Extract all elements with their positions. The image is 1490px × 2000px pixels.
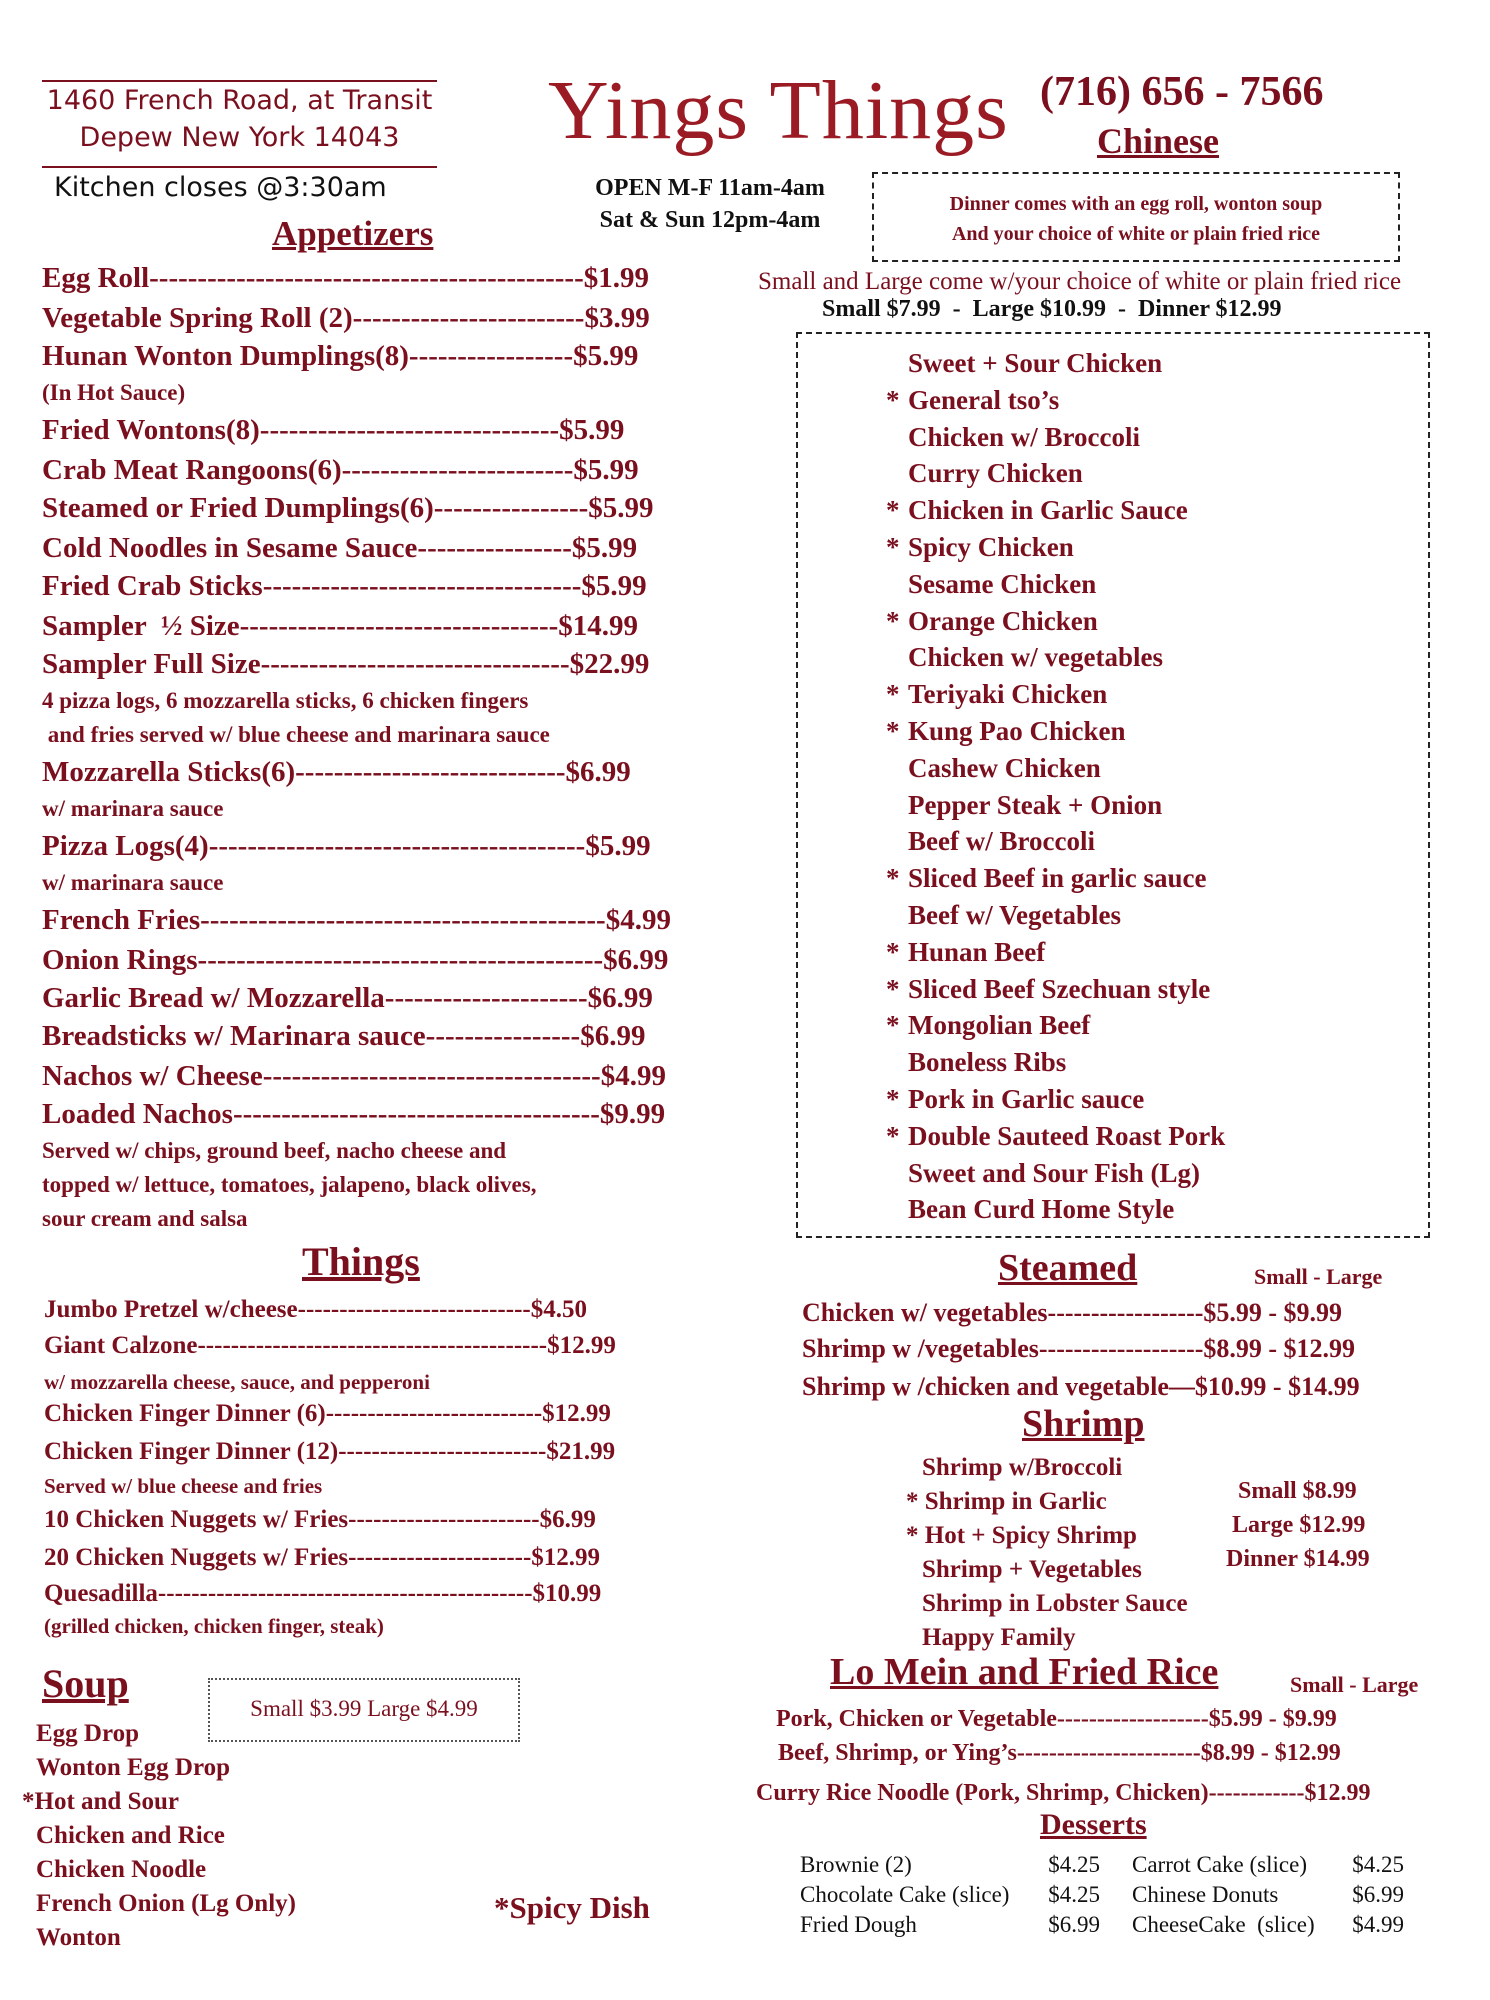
appetizer-note: w/ marinara sauce [42, 796, 224, 821]
appetizer-note: w/ marinara sauce [42, 870, 224, 895]
soup-price-box [208, 1678, 520, 1742]
dessert-name: Chinese Donuts [1132, 1882, 1279, 1907]
appetizer-item: Fried Wontons(8)-------------------------------$5.99 [42, 414, 625, 446]
dessert-price: $6.99 [1048, 1912, 1100, 1937]
entree-item: Kung Pao Chicken [908, 716, 1126, 746]
entree-item: Sweet + Sour Chicken [908, 348, 1163, 378]
shrimp-item: Shrimp w/Broccoli [922, 1454, 1123, 1481]
address-bottom-rule [42, 166, 437, 168]
appetizer-item: Fried Crab Sticks---------------------------------$5.99 [42, 570, 647, 602]
appetizer-item: Mozzarella Sticks(6)----------------------------$6.99 [42, 756, 631, 788]
entree-item: Pepper Steak + Onion [908, 789, 1163, 820]
dessert-name: Fried Dough [800, 1912, 917, 1937]
things-item: Giant Calzone------------------------------------------$12.99 [44, 1332, 616, 1359]
dinner-note-line-2: And your choice of white or plain fried rice [951, 223, 1321, 245]
spicy-star-icon: * [886, 532, 900, 562]
appetizer-item: Loaded Nachos--------------------------------------$9.99 [42, 1098, 666, 1130]
dessert-price: $4.25 [1352, 1852, 1404, 1877]
entree-item: Sesame Chicken [908, 568, 1097, 599]
appetizer-item: Vegetable Spring Roll (2)------------------------$3.99 [42, 302, 650, 334]
shrimp-item: Shrimp in Lobster Sauce [922, 1590, 1188, 1617]
appetizer-note: sour cream and salsa [42, 1206, 248, 1231]
phone-number: (716) 656 - 7566 [1040, 69, 1324, 115]
dessert-price: $4.25 [1048, 1852, 1100, 1877]
spicy-star-icon: * [886, 1084, 900, 1114]
spicy-star-icon: * [886, 1010, 900, 1041]
entree-item: Chicken in Garlic Sauce [908, 495, 1188, 526]
things-item: Chicken Finger Dinner (12)-------------------------$21.99 [44, 1438, 616, 1465]
entree-item: Curry Chicken [908, 458, 1083, 489]
appetizer-note: topped w/ lettuce, tomatoes, jalapeno, black olives, [42, 1172, 537, 1197]
dessert-price: $6.99 [1352, 1882, 1404, 1907]
things-heading: Things [302, 1239, 420, 1284]
soup-item: French Onion (Lg Only) [36, 1890, 296, 1917]
entree-item: Chicken w/ Broccoli [908, 421, 1140, 452]
shrimp-heading: Shrimp [1022, 1403, 1145, 1445]
steamed-size-label: Small - Large [1254, 1264, 1383, 1289]
dessert-name: Brownie (2) [800, 1852, 912, 1877]
things-item: Quesadilla---------------------------------------------$10.99 [44, 1580, 602, 1607]
desserts-heading: Desserts [1040, 1808, 1147, 1841]
things-item: Jumbo Pretzel w/cheese----------------------------$4.50 [44, 1296, 587, 1323]
address-line-1: 1460 French Road, at Transit [46, 85, 433, 116]
entree-item: Orange Chicken [908, 605, 1098, 636]
dessert-name: Carrot Cake (slice) [1132, 1852, 1307, 1877]
shrimp-item: * Hot + Spicy Shrimp [906, 1522, 1137, 1549]
appetizer-item: Breadsticks w/ Marinara sauce----------------$6.99 [42, 1020, 646, 1052]
things-note: (grilled chicken, chicken finger, steak) [44, 1614, 384, 1638]
entree-item: General tso’s [908, 384, 1060, 415]
appetizer-item: Pizza Logs(4)---------------------------------------$5.99 [42, 830, 651, 862]
restaurant-title: Yings Things [548, 64, 1009, 157]
appetizer-item: Onion Rings------------------------------------------$6.99 [42, 944, 669, 976]
entree-item: Double Sauteed Roast Pork [908, 1120, 1226, 1151]
entree-item: Spicy Chicken [908, 532, 1074, 562]
shrimp-item: Happy Family [922, 1624, 1076, 1651]
shrimp-item: * Shrimp in Garlic [906, 1488, 1107, 1515]
appetizer-item: Sampler Full Size--------------------------------$22.99 [42, 648, 650, 680]
address-line-2: Depew New York 14043 [79, 122, 400, 153]
soup-item: Wonton [36, 1924, 121, 1951]
appetizer-note: Served w/ chips, ground beef, nacho cheese and [42, 1138, 507, 1163]
spicy-star-icon: * [886, 973, 900, 1004]
entree-item: Mongolian Beef [908, 1010, 1091, 1041]
entree-item: Bean Curd Home Style [908, 1194, 1175, 1225]
dinner-note-box [872, 172, 1400, 262]
entree-item: Sliced Beef Szechuan style [908, 973, 1211, 1004]
entree-item: Pork in Garlic sauce [908, 1084, 1145, 1114]
appetizer-item: Nachos w/ Cheese-----------------------------------$4.99 [42, 1060, 666, 1092]
address [42, 82, 437, 156]
soup-item: *Hot and Sour [22, 1788, 179, 1815]
dinner-note-line-1: Dinner comes with an egg roll, wonton soup [949, 193, 1323, 215]
lomein-item: Beef, Shrimp, or Ying’s-----------------------$8.99 - $12.99 [778, 1740, 1341, 1766]
appetizer-item: Garlic Bread w/ Mozzarella---------------------$6.99 [42, 982, 653, 1014]
appetizer-item: Crab Meat Rangoons(6)------------------------$5.99 [42, 454, 639, 486]
entree-item: Cashew Chicken [908, 752, 1101, 783]
hours-weekday: OPEN M-F 11am-4am [595, 175, 825, 201]
steamed-item: Shrimp w /vegetables-------------------$8.99 - $12.99 [802, 1334, 1356, 1363]
appetizer-item: Hunan Wonton Dumplings(8)-----------------$5.99 [42, 340, 639, 372]
lomein-item: Pork, Chicken or Vegetable-------------------$5.99 - $9.99 [776, 1706, 1337, 1732]
appetizer-item: French Fries------------------------------------------$4.99 [42, 904, 671, 936]
entree-item: Boneless Ribs [908, 1047, 1067, 1078]
soup-item: Chicken Noodle [36, 1856, 207, 1883]
spicy-star-icon: * [886, 605, 900, 636]
entree-item: Hunan Beef [908, 936, 1046, 967]
dessert-name: CheeseCake (slice) [1132, 1912, 1315, 1937]
things-note: Served w/ blue cheese and fries [44, 1474, 323, 1498]
shrimp-price: Small $8.99 [1238, 1478, 1357, 1504]
appetizer-item: Egg Roll---------------------------------------------$1.99 [42, 262, 649, 294]
spicy-star-icon: * [886, 863, 900, 894]
opening-hours [560, 172, 860, 236]
spicy-star-icon: * [886, 384, 900, 415]
lomein-heading: Lo Mein and Fried Rice [830, 1651, 1219, 1693]
steamed-item: Chicken w/ vegetables------------------$5.99 - $9.99 [802, 1298, 1343, 1327]
soup-item: Chicken and Rice [36, 1822, 225, 1849]
entree-item: Sliced Beef in garlic sauce [908, 863, 1207, 894]
dessert-name: Chocolate Cake (slice) [800, 1882, 1010, 1907]
soup-heading: Soup [42, 1661, 129, 1706]
entree-item: Sweet and Sour Fish (Lg) [908, 1157, 1201, 1188]
shrimp-price: Dinner $14.99 [1226, 1546, 1370, 1572]
spicy-star-icon: * [886, 679, 900, 710]
kitchen-hours: Kitchen closes @3:30am [54, 172, 387, 203]
appetizer-note: 4 pizza logs, 6 mozzarella sticks, 6 chicken fingers [42, 688, 529, 713]
appetizer-note: and fries served w/ blue cheese and marinara sauce [42, 722, 550, 747]
spicy-star-icon: * [886, 1120, 900, 1151]
shrimp-price: Large $12.99 [1232, 1512, 1366, 1538]
soup-item: Wonton Egg Drop [36, 1754, 231, 1781]
appetizer-note: (In Hot Sauce) [42, 380, 186, 405]
soup-prices: Small $3.99 Large $4.99 [250, 1696, 478, 1721]
entree-item: Beef w/ Broccoli [908, 826, 1095, 857]
cuisine-label: Chinese [1096, 121, 1219, 161]
dessert-price: $4.99 [1352, 1912, 1404, 1937]
spicy-star-icon: * [886, 936, 900, 967]
steamed-heading: Steamed [998, 1247, 1138, 1289]
shrimp-item: Shrimp + Vegetables [922, 1556, 1142, 1583]
entree-prices: Small $7.99 - Large $10.99 - Dinner $12.99 [822, 296, 1282, 322]
appetizer-item: Steamed or Fried Dumplings(6)----------------$5.99 [42, 492, 654, 524]
entree-rice-note: Small and Large come w/your choice of white or plain fried rice [758, 268, 1402, 295]
spicy-star-icon: * [886, 495, 900, 526]
hours-weekend: Sat & Sun 12pm-4am [599, 207, 821, 233]
lomein-item: Curry Rice Noodle (Pork, Shrimp, Chicken)------------$12.99 [756, 1780, 1371, 1806]
spicy-star-icon: * [886, 716, 900, 746]
things-item: Chicken Finger Dinner (6)--------------------------$12.99 [44, 1400, 611, 1427]
things-item: 10 Chicken Nuggets w/ Fries-----------------------$6.99 [44, 1506, 596, 1533]
appetizer-item: Sampler ½ Size---------------------------------$14.99 [42, 610, 639, 642]
entree-item: Chicken w/ vegetables [908, 642, 1163, 673]
lomein-size-label: Small - Large [1290, 1672, 1419, 1697]
spicy-dish-note: *Spicy Dish [494, 1890, 650, 1925]
appetizers-heading: Appetizers [272, 214, 434, 253]
appetizer-item: Cold Noodles in Sesame Sauce----------------$5.99 [42, 532, 638, 564]
things-item: 20 Chicken Nuggets w/ Fries----------------------$12.99 [44, 1544, 601, 1571]
dessert-price: $4.25 [1048, 1882, 1100, 1907]
things-note: w/ mozzarella cheese, sauce, and pepperoni [44, 1370, 430, 1394]
entree-item: Teriyaki Chicken [908, 679, 1108, 710]
entree-item: Beef w/ Vegetables [908, 900, 1121, 930]
steamed-item: Shrimp w /chicken and vegetable—$10.99 - $14.99 [802, 1372, 1360, 1401]
soup-item: Egg Drop [36, 1720, 140, 1747]
